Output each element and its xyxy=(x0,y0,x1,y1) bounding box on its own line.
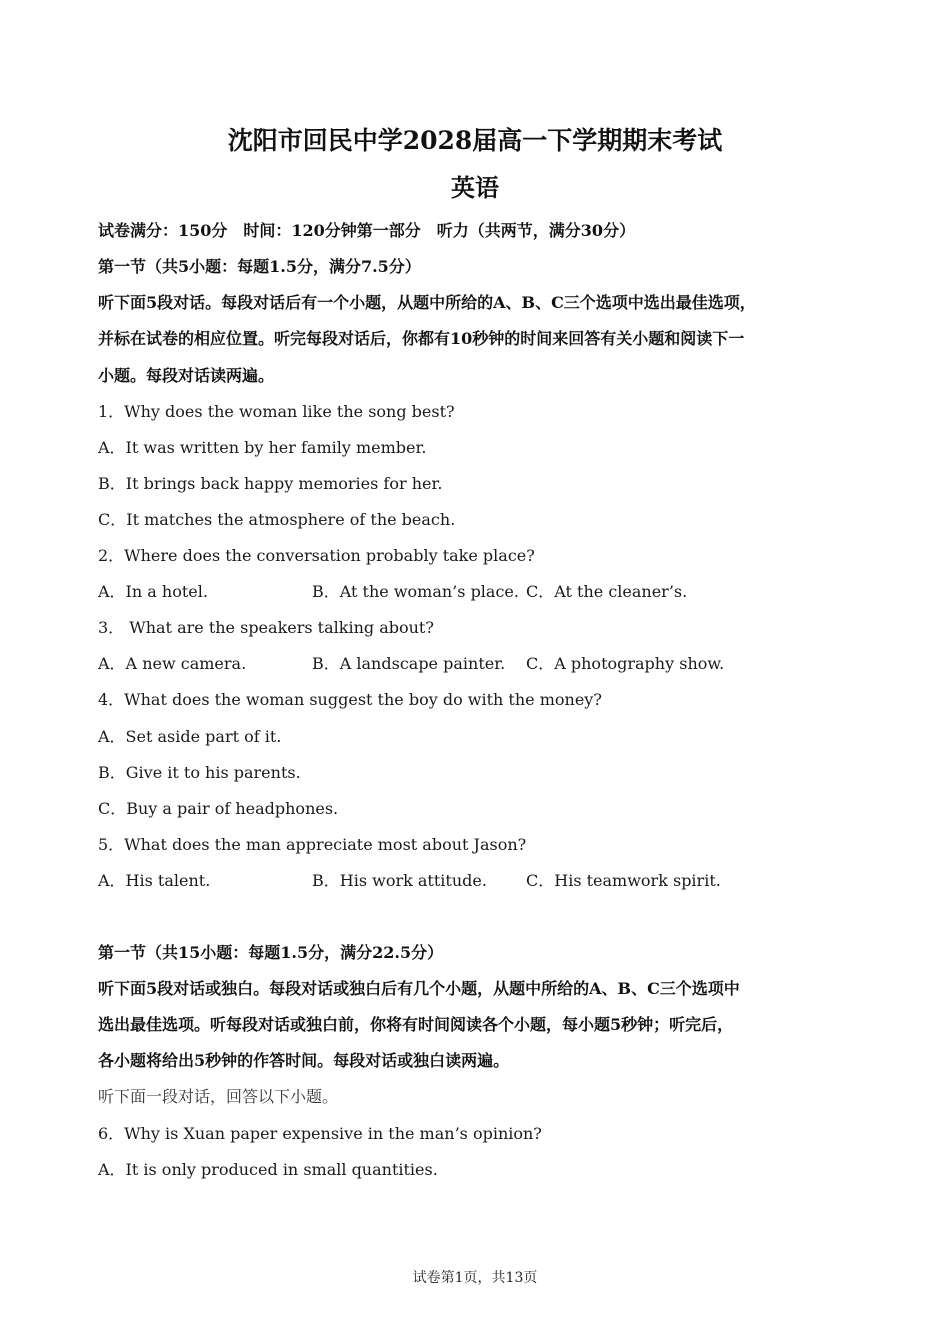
question-5-option-c: C．His teamwork spirit. xyxy=(526,871,721,890)
section2-instruction-line: 选出最佳选项。听每段对话或独白前，你将有时间阅读各个小题，每小题5秒钟；听完后， xyxy=(98,1015,734,1034)
section2-instruction-line: 各小题将给出5秒钟的作答时间。每段对话或独白读两遍。 xyxy=(98,1051,510,1070)
section1-heading: 第一节（共5小题：每题1.5分，满分7.5分） xyxy=(98,257,421,276)
exam-info-line: 试卷满分：150分 时间：120分钟第一部分 听力（共两节，满分30分） xyxy=(98,221,636,240)
question-6-option-a: A．It is only produced in small quantities. xyxy=(98,1160,438,1179)
question-1-stem: 1．Why does the woman like the song best? xyxy=(98,402,455,421)
section2-heading: 第一节（共15小题：每题1.5分，满分22.5分） xyxy=(98,943,444,962)
exam-title: 沈阳市回民中学2028届高一下学期期末考试 xyxy=(227,126,723,155)
question-5-option-b: B．His work attitude. xyxy=(312,871,487,890)
listening-lead-text: 听下面一段对话，回答以下小题。 xyxy=(98,1087,339,1106)
question-2-stem: 2．Where does the conversation probably take place? xyxy=(98,546,535,565)
question-2-option-b: B．At the woman’s place. xyxy=(312,582,519,601)
section1-instruction-line: 并标在试卷的相应位置。听完每段对话后，你都有10秒钟的时间来回答有关小题和阅读下一 xyxy=(98,329,745,348)
question-4-option-a: A．Set aside part of it. xyxy=(98,727,282,746)
section1-instruction-line: 小题。每段对话读两遍。 xyxy=(98,366,275,385)
question-3-option-c: C．A photography show. xyxy=(526,654,725,673)
question-2-option-c: C．At the cleaner’s. xyxy=(526,582,688,601)
subject-title: 英语 xyxy=(451,173,499,202)
question-2-option-a: A．In a hotel. xyxy=(98,582,208,601)
question-6-stem: 6．Why is Xuan paper expensive in the man’s opinion? xyxy=(98,1124,542,1143)
section2-instruction-line: 听下面5段对话或独白。每段对话或独白后有几个小题，从题中所给的A、B、C三个选项中 xyxy=(98,979,740,998)
question-1-option-c: C．It matches the atmosphere of the beach. xyxy=(98,510,456,529)
question-4-option-b: B．Give it to his parents. xyxy=(98,763,301,782)
question-5-stem: 5．What does the man appreciate most about Jason? xyxy=(98,835,527,854)
question-3-stem: 3． What are the speakers talking about? xyxy=(98,618,434,637)
question-4-stem: 4．What does the woman suggest the boy do with the money? xyxy=(98,690,602,709)
question-1-option-a: A．It was written by her family member. xyxy=(98,438,427,457)
section1-instruction-line: 听下面5段对话。每段对话后有一个小题，从题中所给的A、B、C三个选项中选出最佳选项， xyxy=(98,293,756,312)
question-1-option-b: B．It brings back happy memories for her. xyxy=(98,474,443,493)
question-4-option-c: C．Buy a pair of headphones. xyxy=(98,799,339,818)
question-3-option-b: B．A landscape painter. xyxy=(312,654,506,673)
page-footer: 试卷第1页，共13页 xyxy=(412,1270,538,1286)
question-5-option-a: A．His talent. xyxy=(98,871,211,890)
question-3-option-a: A．A new camera. xyxy=(98,654,247,673)
